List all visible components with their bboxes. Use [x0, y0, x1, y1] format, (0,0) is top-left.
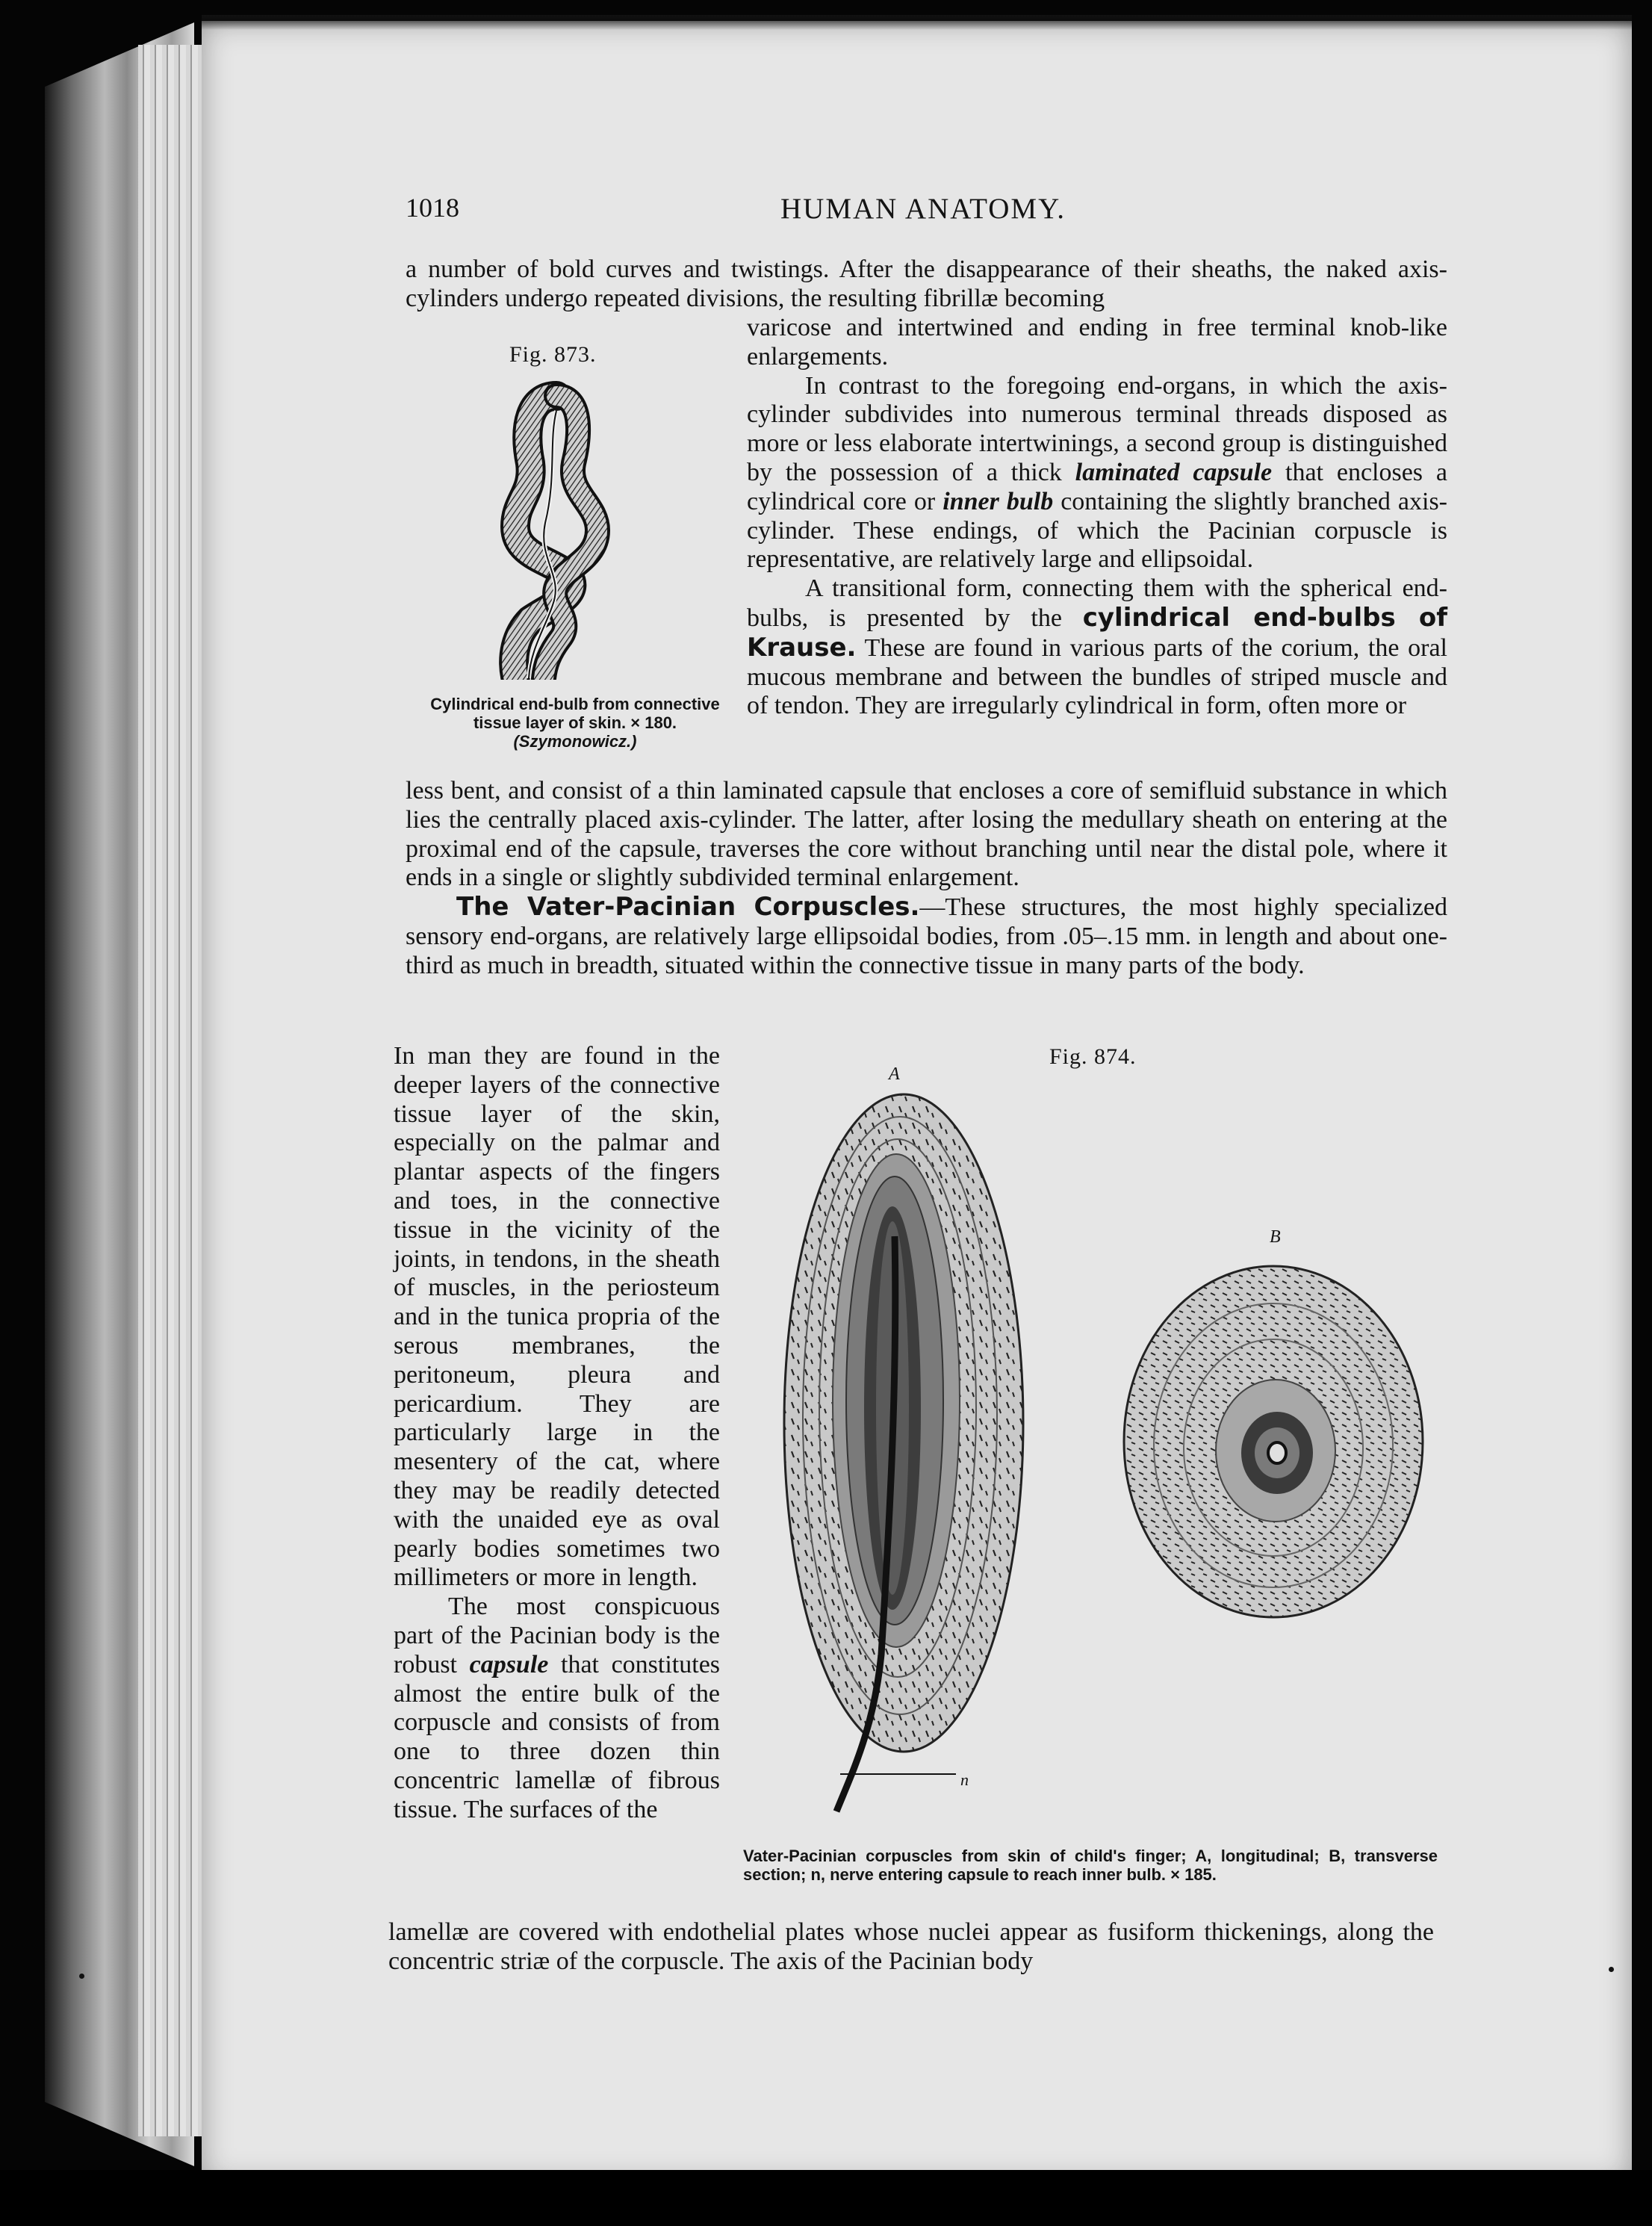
scan-bottom-border — [0, 2170, 1652, 2226]
paragraph-vater — [406, 893, 1447, 980]
page-stack-edges — [138, 45, 205, 2136]
fig-874-label: Fig. 874. — [1049, 1044, 1137, 1069]
pacinian-transverse-section-illustration — [1113, 1255, 1434, 1628]
scan-speck — [79, 1974, 84, 1979]
fig-873-caption — [429, 695, 721, 751]
paragraph-laminated-capsule — [747, 372, 1447, 575]
paragraph-in-man: In man they are found in the deeper layers of the connective tissue layer of the skin, especially on the palmar and plantar aspects of the fingers and toes, in the connective tissue in the vicinity of the joints, in tendons, in the sheath of muscles, in the periosteum and in the tunica propria of the serous membranes, the peritoneum, pleura and pericardium. They are particularly large in the mesentery of the cat, where they may be readily detected with the unaided eye as oval pearly bodies sometimes two millimeters or more in length. — [394, 1042, 720, 1592]
paragraph-middle — [406, 777, 1447, 981]
pacinian-longitudinal-section-illustration — [762, 1087, 1046, 1819]
cylindrical-end-bulb-illustration — [485, 381, 627, 680]
fig-874-label-a: A — [889, 1064, 901, 1084]
krause-text-b: These are found in various parts of the corium, the oral mucous membrane and between the bundles of striped muscle and of tendon. They are irregularly cylindrical in form, often more or — [747, 633, 1447, 720]
paragraph-knob-like: varicose and intertwined and ending in free terminal knob-like enlargements. — [747, 314, 1447, 371]
term-krause: cylindrical end-bulbs of Krause. — [747, 602, 1447, 663]
krause-text-a: A transitional form, connecting them with the spherical end-bulbs, is presented by the — [747, 574, 1447, 632]
paragraph-capsule — [394, 1593, 720, 1824]
capsule-text-a: The most conspicuous part of the Pacinian body is the robust — [394, 1593, 720, 1678]
laminated-text-b: that encloses a cylindrical core or — [747, 458, 1448, 515]
heading-vater-pacinian: The Vater-Pacinian Corpuscles. — [456, 892, 920, 923]
fig-874-label-b: B — [1270, 1227, 1282, 1247]
page-number: 1018 — [406, 193, 459, 223]
laminated-text-c: containing the slightly branched axis-cylinder. These endings, of which the Pacinian corpuscle is representative, are relatively large and ellipsoidal. — [747, 487, 1448, 574]
running-title: HUMAN ANATOMY. — [780, 193, 1066, 225]
fig-874-label-n: n — [960, 1770, 969, 1789]
paragraph-middle-text: less bent, and consist of a thin laminated capsule that encloses a core of semifluid substance in which lies the centrally placed axis-cylinder. The latter, after losing the medullary sheath on entering at the proximal end of the capsule, traverses the core without branching until near the distal pole, where it ends in a single or slightly subdivided terminal enlargement. — [406, 777, 1447, 892]
left-column-text — [394, 1042, 720, 1825]
paragraph-top — [406, 255, 1447, 314]
right-column-text — [747, 314, 1447, 721]
scan-speck — [1609, 1967, 1614, 1972]
term-laminated-capsule: laminated capsule — [1075, 458, 1273, 486]
paragraph-krause — [747, 574, 1447, 721]
paragraph-bottom-text: lamellæ are covered with endothelial plates whose nuclei appear as fusiform thickenings, along the concentric striæ of the corpuscle. The axis of the Pacinian body — [388, 1918, 1434, 1975]
page-top-shadow — [202, 15, 1632, 30]
term-capsule: capsule — [469, 1650, 549, 1678]
laminated-text-a: In contrast to the foregoing end-organs, in which the axis-cylinder subdivides into numerous terminal threads disposed as more or less elaborate intertwinings, a second group is distinguished by the possession of a thick — [747, 371, 1447, 486]
capsule-text-b: that constitutes almost the entire bulk of the corpuscle and consists of from one to three dozen thin concentric lamellæ of fibrous tissue. The surfaces of the — [394, 1650, 721, 1823]
paragraph-bottom — [388, 1918, 1434, 1977]
vater-text: —These structures, the most highly specialized sensory end-organs, are relatively large ellipsoidal bodies, from .05–.15 mm. in length and about one-third as much in breadth, situated within the connective tissue in many parts of the body. — [406, 893, 1447, 979]
fig-873-caption-text: Cylindrical end-bulb from connective tissue layer of skin. × 180. — [430, 695, 720, 732]
paragraph-top-text: a number of bold curves and twistings. After the disappearance of their sheaths, the naked axis-cylinders undergo repeated divisions, the resulting fibrillæ becoming — [406, 255, 1447, 312]
fig-873-label: Fig. 873. — [509, 342, 597, 367]
fig-874-caption: Vater-Pacinian corpuscles from skin of child's finger; A, longitudinal; B, transverse section; n, nerve entering capsule to reach inner bulb. × 185. — [743, 1847, 1438, 1884]
term-inner-bulb: inner bulb — [943, 487, 1054, 515]
fig-873-credit: (Szymonowicz.) — [513, 732, 637, 751]
